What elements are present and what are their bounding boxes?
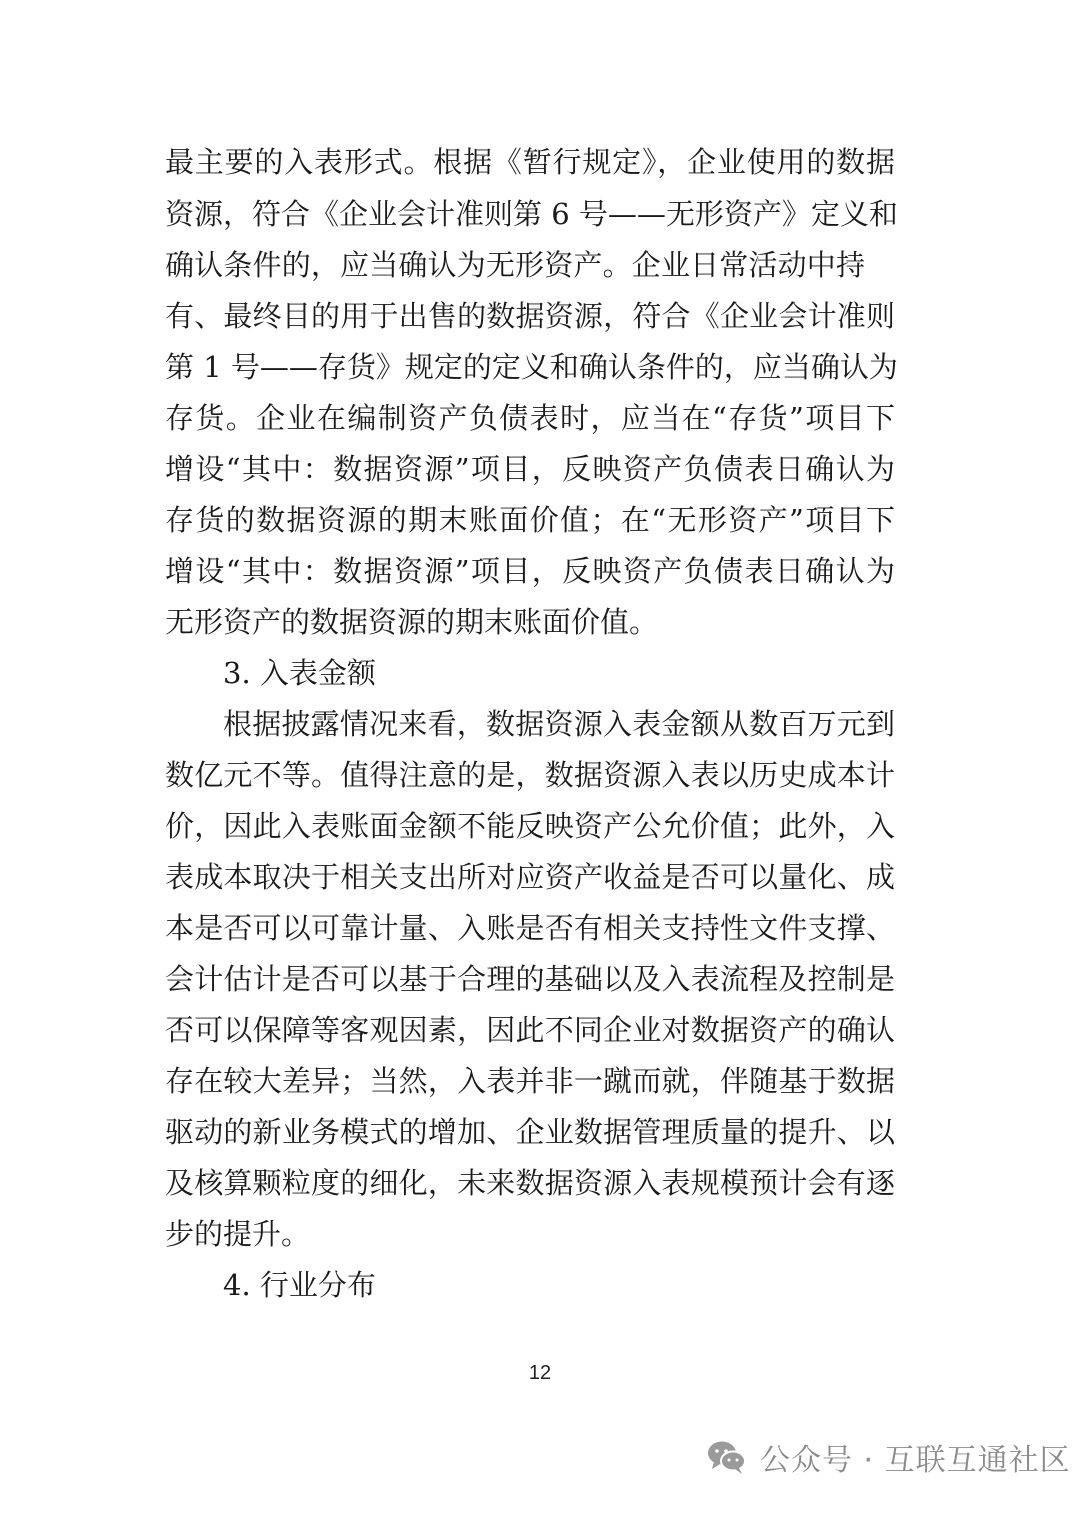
paragraph-2-line: 表成本取决于相关支出所对应资产收益是否可以量化、成 [165,860,895,894]
paragraph-1-line: 无形资产的数据资源的期末账面价值。 [165,605,659,639]
section-heading-3: 3. 入表金额 [223,656,376,690]
paragraph-1-line: 最主要的入表形式。根据《暂行规定》，企业使用的数据 [165,145,895,179]
watermark-text: 公众号 · 互联互通社区 [760,1443,1071,1478]
paragraph-2-line: 数亿元不等。值得注意的是，数据资源入表以历史成本计 [165,758,895,792]
paragraph-2-line: 步的提升。 [165,1217,311,1251]
paragraph-1-line: 存货的数据资源的期末账面价值；在“无形资产”项目下 [165,503,895,537]
paragraph-1-line: 确认条件的，应当确认为无形资产。企业日常活动中持 [165,248,865,282]
paragraph-2-line: 及核算颗粒度的细化，未来数据资源入表规模预计会有逐 [165,1166,895,1200]
paragraph-2-line: 根据披露情况来看，数据资源入表金额从数百万元到 [223,707,895,741]
paragraph-2-line: 价，因此入表账面金额不能反映资产公允价值；此外，入 [165,809,895,843]
page-number: 12 [528,1362,552,1384]
watermark [706,1432,1071,1482]
paragraph-2-line: 驱动的新业务模式的增加、企业数据管理质量的提升、以 [165,1115,895,1149]
paragraph-2-line: 会计估计是否可以基于合理的基础以及入表流程及控制是 [165,962,895,996]
paragraph-1-line: 增设“其中：数据资源”项目，反映资产负债表日确认为 [165,554,895,588]
paragraph-1-line: 有、最终目的用于出售的数据资源，符合《企业会计准则 [165,299,895,333]
paragraph-2-line: 否可以保障等客观因素，因此不同企业对数据资产的确认 [165,1013,895,1047]
paragraph-2-line: 本是否可以可靠计量、入账是否有相关支持性文件支撑、 [165,911,895,945]
wechat-icon [706,1438,748,1476]
paragraph-2-line: 存在较大差异；当然，入表并非一蹴而就，伴随基于数据 [165,1064,895,1098]
paragraph-1-line: 资源，符合《企业会计准则第 6 号——无形资产》定义和 [165,197,898,231]
paragraph-1-line: 第 1 号——存货》规定的定义和确认条件的，应当确认为 [165,350,898,384]
paragraph-1-line: 存货。企业在编制资产负债表时，应当在“存货”项目下 [165,401,895,435]
section-heading-4: 4. 行业分布 [223,1268,376,1302]
paragraph-1-line: 增设“其中：数据资源”项目，反映资产负债表日确认为 [165,452,895,486]
